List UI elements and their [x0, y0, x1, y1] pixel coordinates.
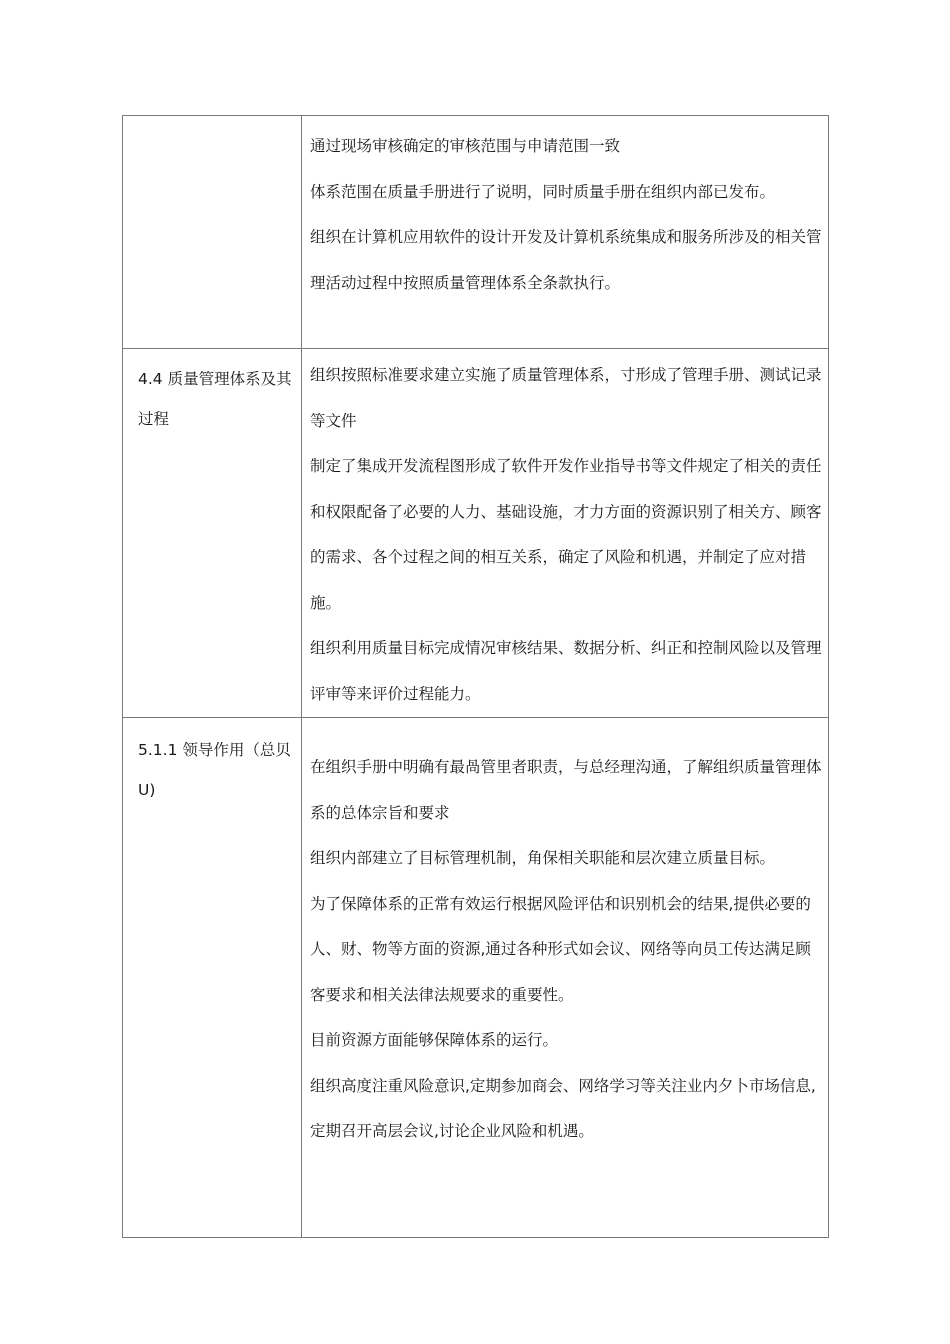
finding-paragraph: 体系范围在质量手册进行了说明，同时质量手册在组织内部已发布。 [310, 182, 776, 201]
finding-paragraph: 为了保障体系的正常有效运行根据风险评估和识别机会的结果,提供必要的人、财、物等方面的资源,通过各种形式如会议、网络等向员工传达满足顾客要求和相关法律法规要求的重要性。 [310, 894, 811, 1004]
finding-paragraph: 组织利用质量目标完成情况审核结果、数据分析、纠正和控制风险以及管理评审等来评价过程能力。 [310, 639, 822, 703]
table-row [123, 718, 829, 1238]
finding-paragraph: 在组织手册中明确有最咼管里者职责，与总经理沟通，了解组织质量管理体系的总体宗旨和要求 [310, 758, 822, 822]
clause-label: 5.1.1 领导作用（总贝U) [138, 741, 291, 799]
audit-table [122, 115, 829, 1238]
clause-label: 4.4 质量管理体系及其过程 [138, 370, 292, 428]
findings-cell [302, 349, 829, 718]
finding-paragraph: 组织按照标准要求建立实施了质量管理体系，寸形成了管理手册、测试记录等文件 [310, 366, 822, 430]
findings-cell [302, 718, 829, 1238]
finding-paragraph: 组织高度注重风险意识,定期参加商会、网络学习等关注业内夕卜市场信息,定期召开高层会议,讨论企业风险和机遇。 [310, 1076, 816, 1140]
clause-cell [123, 116, 302, 349]
clause-cell [123, 349, 302, 718]
finding-paragraph: 目前资源方面能够保障体系的运行。 [310, 1031, 559, 1049]
finding-paragraph: 通过现场审核确定的审核范围与申请范围一致 [310, 137, 621, 155]
clause-label [123, 116, 301, 126]
clause-cell [123, 718, 302, 1238]
table-row [123, 349, 829, 718]
finding-paragraph: 组织内部建立了目标管理机制，角保相关职能和层次建立质量目标。 [310, 849, 776, 867]
findings-cell [302, 116, 829, 349]
finding-paragraph: 制定了集成开发流程图形成了软件开发作业指导书等文件规定了相关的责任和权限配备了必要的人力、基础设施，才力方面的资源识别了相关方、顾客的需求、各个过程之间的相互关系，确定了风险和机遇，并制定了应对措施。 [310, 457, 822, 612]
table-row [123, 116, 829, 349]
finding-paragraph: 组织在计算机应用软件的设计开发及计算机系统集成和服务所涉及的相关管理活动过程中按照质量管理体系全条款执行。 [310, 228, 822, 292]
